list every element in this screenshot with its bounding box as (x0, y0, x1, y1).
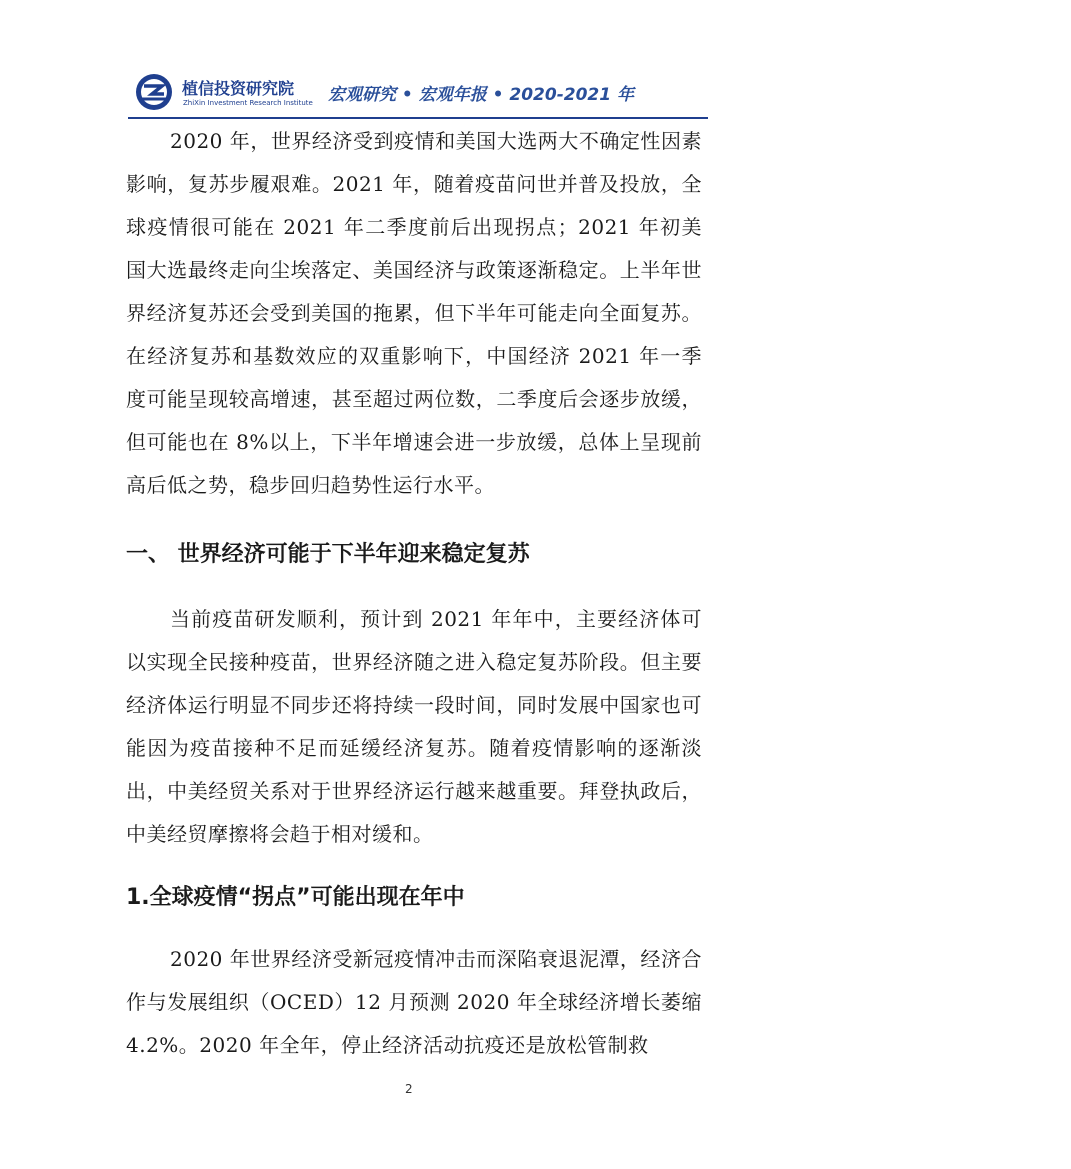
section-heading: 一、 世界经济可能于下半年迎来稳定复苏 (126, 542, 530, 567)
logo-chinese-name: 植信投资研究院 (182, 79, 295, 98)
subsection-heading: 1.全球疫情“拐点”可能出现在年中 (126, 885, 465, 910)
subsection-paragraph: 2020 年世界经济受新冠疫情冲击而深陷衰退泥潭，经济合作与发展组织（OCED）12 月预测 2020 年全球经济增长萎缩 4.2%。2020 年全年，停止经济活动抗疫还是放松管制救 (126, 947, 702, 1057)
section-paragraph: 当前疫苗研发顺利，预计到 2021 年年中，主要经济体可以实现全民接种疫苗，世界经济随之进入稳定复苏阶段。但主要经济体运行明显不同步还将持续一段时间，同时发展中国家也可能因为疫苗接种不足而延缓经济复苏。随着疫情影响的逐渐淡出，中美经贸关系对于世界经济运行越来越重要。拜登执政后，中美经贸摩擦将会趋于相对缓和。 (126, 607, 702, 846)
institute-logo-icon (132, 72, 176, 112)
logo-english-name: ZhiXin Investment Research Institute (183, 99, 313, 107)
report-series-title: 宏观研究 • 宏观年报 • 2020-2021 年 (328, 85, 635, 105)
header-divider (128, 117, 708, 119)
intro-paragraph: 2020 年，世界经济受到疫情和美国大选两大不确定性因素影响，复苏步履艰难。2021 年，随着疫苗问世并普及投放，全球疫情很可能在 2021 年二季度前后出现拐点；2021 年初美国大选最终走向尘埃落定、美国经济与政策逐渐稳定。上半年世界经济复苏还会受到美国的拖累，但下半年可能走向全面复苏。在经济复苏和基数效应的双重影响下，中国经济 2021 年一季度可能呈现较高增速，甚至超过两位数，二季度后会逐步放缓，但可能也在 8%以上，下半年增速会进一步放缓，总体上呈现前高后低之势，稳步回归趋势性运行水平。 (126, 129, 702, 497)
page-number: 2 (405, 1082, 413, 1096)
page-header (128, 70, 708, 116)
